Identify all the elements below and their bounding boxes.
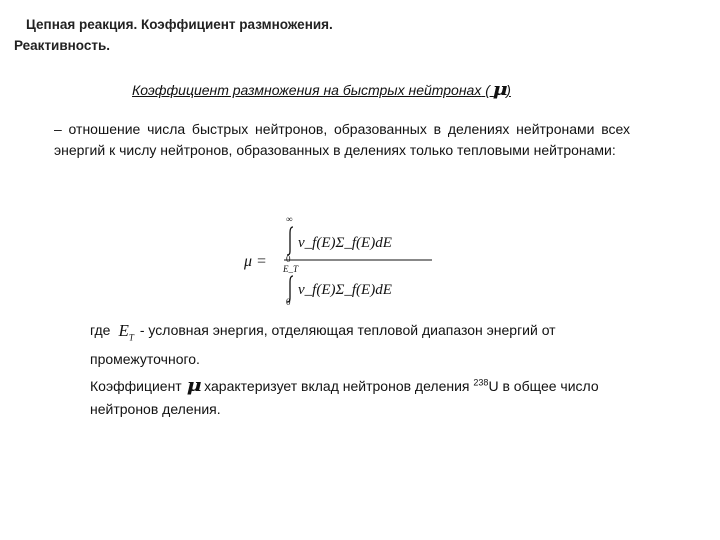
- where-text: - условная энергия, отделяющая тепловой диапазон энергий от промежуточного.: [90, 322, 556, 368]
- definition-paragraph: – отношение числа быстрых нейтронов, образованных в делениях нейтронами всех энергий к числу нейтронов, образованных в делениях только тепловыми нейтронами:: [54, 121, 630, 158]
- mu-formula: [240, 214, 440, 306]
- coefficient-text: характеризует вклад нейтронов деления: [204, 378, 470, 394]
- coefficient-paragraph: [90, 375, 650, 421]
- isotope-element: U: [488, 378, 499, 394]
- section-heading-open-paren: (: [485, 82, 490, 98]
- coefficient-text-end: в общее число нейтронов деления.: [90, 378, 599, 417]
- where-paragraph: [90, 318, 650, 371]
- et-symbol-subscript: T: [128, 332, 134, 343]
- formula-numerator: ν_f(E)Σ_f(E)dE: [298, 235, 392, 251]
- integral-sign-numerator: [287, 227, 293, 255]
- formula-lhs: μ =: [244, 253, 267, 270]
- formula-lower-limit-num: 0: [286, 254, 291, 264]
- formula-lower-limit-den: 0: [286, 297, 291, 306]
- isotope-mass-number: 238: [473, 377, 489, 388]
- slide-title: [14, 14, 574, 56]
- formula-upper-limit-num: ∞: [286, 214, 293, 224]
- section-heading: [132, 80, 511, 100]
- coefficient-prefix: Коэффициент: [90, 378, 182, 394]
- mu-symbol-inline: μ: [186, 376, 202, 396]
- formula-upper-limit-den: E_T: [283, 264, 299, 274]
- where-prefix: где: [90, 322, 111, 338]
- slide-title-line-1: Цепная реакция. Коэффициент размножения.: [26, 17, 333, 32]
- formula-denominator: ν_f(E)Σ_f(E)dE: [298, 282, 392, 298]
- et-symbol: [118, 319, 133, 349]
- slide-title-line-2: Реактивность.: [14, 38, 111, 53]
- mu-symbol: μ: [492, 80, 508, 100]
- section-heading-text: Коэффициент размножения на быстрых нейтронах: [132, 82, 482, 98]
- section-heading-close-paren: ): [506, 82, 511, 98]
- et-symbol-letter: E: [118, 321, 129, 340]
